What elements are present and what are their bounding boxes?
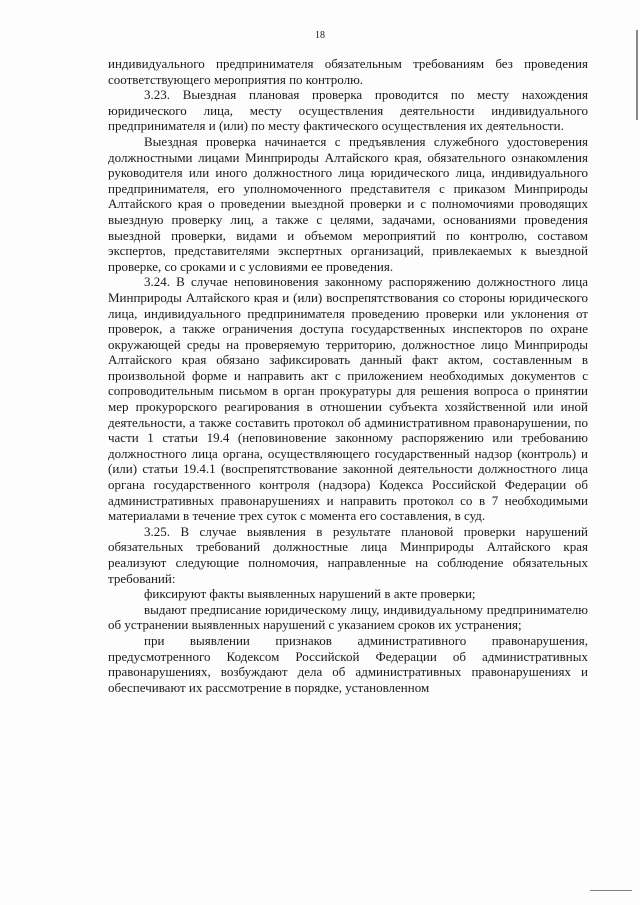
paragraph-inspection-start: Выездная проверка начинается с предъявления служебного удостоверения должностными лицами Минприроды Алтайского края, обязательного ознакомления руководителя или иного должностного лица юридического лица, индивидуального предпринимателя, его уполномоченного представителя с приказом Минприроды Алтайского края о проведении выездной проверки и с полномочиями проводящих выездную проверку лиц, а также с целями, задачами, основаниями проведения выездной проверки, видами и объемом мероприятий по контролю, составом экспертов, представителями экспертных организаций, привлекаемых к выездной проверке, со сроками и с условиями ее проведения. [108,133,588,274]
scan-edge-mark [636,30,638,120]
document-body [108,56,588,695]
paragraph-continuation: индивидуального предпринимателя обязательным требованиям без проведения соответствующего мероприятия по контролю. [108,56,588,87]
page-number: 18 [315,30,325,41]
list-item-record-violations: фиксируют факты выявленных нарушений в акте проверки; [144,586,476,602]
paragraph-3-24: 3.24. В случае неповиновения законному распоряжению должностного лица Минприроды Алтайского края и (или) воспрепятствования со стороны юридического лица, индивидуального предпринимателя проведению проверки или уклонения от проверок, а также ограничения доступа государственных инспекторов по охране окружающей среды на проверяемую территорию, должностное лицо Минприроды Алтайского края обязано зафиксировать данный факт актом, составленным в произвольной форме и направить акт с приложением необходимых документов с сопроводительным письмом в орган прокуратуры для решения вопроса о принятии мер прокурорского реагирования в отношении субъекта хозяйственной или иной деятельности, а также составить протокол об административном правонарушении, по части 1 статьи 19.4 (неповиновение законному распоряжению или требованию должностного лица органа, осуществляющего государственный надзор (контроль) и (или) статьи 19.4.1 (воспрепятствование законной деятельности должностного лица органа государственного контроля (надзора) Кодекса Российской Федерации об административных правонарушениях и направить протокол со в 7 необходимыми материалами в течение трех суток с момента его составления, в суд. [108,274,588,524]
paragraph-3-23: 3.23. Выездная плановая проверка проводится по месту нахождения юридического лица, месту осуществления деятельности индивидуального предпринимателя и (или) по месту фактического осуществления их деятельности. [108,87,588,134]
list-item-initiate-cases: при выявлении признаков административного правонарушения, предусмотренного Кодексом Российской Федерации об административных правонарушениях, возбуждают дела об административных правонарушениях и обеспечивают их рассмотрение в порядке, установленном [108,632,588,695]
list-item-issue-order: выдают предписание юридическому лицу, индивидуальному предпринимателю об устранении выявленных нарушений с указанием сроков их устранения; [108,601,588,633]
paragraph-3-25: 3.25. В случае выявления в результате плановой проверки нарушений обязательных требований должностные лица Минприроды Алтайского края реализуют следующие полномочия, направленные на соблюдение обязательных требований: [108,523,588,586]
scan-bottom-mark [590,890,632,891]
